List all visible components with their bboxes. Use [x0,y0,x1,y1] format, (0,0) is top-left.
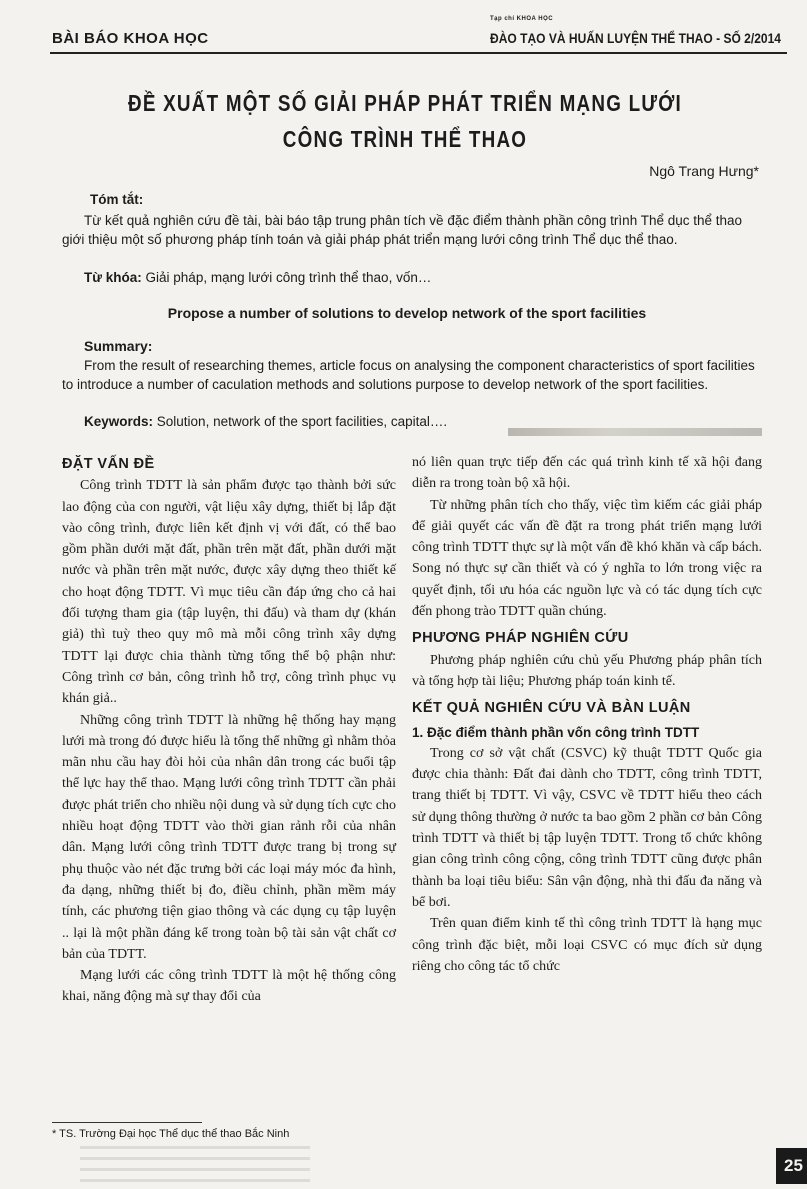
section-label: BÀI BÁO KHOA HỌC [52,30,209,47]
page-number: 25 [776,1148,807,1184]
page-header [0,0,807,58]
faint-bleed-through [80,1146,310,1182]
left-column [62,452,396,1008]
english-title: Propose a number of solutions to develop network of the sport facilities [167,305,647,321]
keywords-vi [84,270,431,285]
right-column [412,452,762,977]
summary-text: From the result of researching themes, article focus on analysing the component characteristics of sport facilities to introduce a number of caculation methods and solutions purpose to develop network of the sport facilities. [62,358,755,392]
decorative-bar [508,428,762,436]
paragraph: Những công trình TDTT là những hệ thống hay mạng lưới mà trong đó được hiểu là tổng thể những gì nhằm thỏa mãn nhu cầu hay đòi hỏi của nhân dân trong các buổi tập thể lực hay thể thao. Mạng lưới công trình TDTT cần phải được phát triển cho nhiều nội dung và sử dụng tích cực cho nhiều hoạt động TDTT vào thời gian rảnh rỗi của nhân dân. Mạng lưới công trình TDTT được trang bị trong sự phụ thuộc vào nét đặc trưng bởi các loại máy móc đa hình, đa dạng, những thiết bị đo, điều chỉnh, phần mềm máy tính, các phương tiện giao thông và các dụng cụ tập luyện .. lại là một phần đáng kể trong toàn bộ tài sản vật chất cơ bản của TDTT. [62,712,396,962]
keywords-en [84,414,447,429]
heading-results: KẾT QUẢ NGHIÊN CỨU VÀ BÀN LUẬN [412,700,691,717]
keywords-vi-text: Giải pháp, mạng lưới công trình thể thao, vốn… [141,270,432,285]
heading-methods: PHƯƠNG PHÁP NGHIÊN CỨU [412,630,629,647]
author-name: Ngô Trang Hưng* [649,163,759,179]
keywords-en-text: Solution, network of the sport facilities, capital…. [153,414,448,429]
footnote: * TS. Trường Đại học Thể dục thể thao Bắc Ninh [52,1128,290,1140]
footnote-divider [52,1122,202,1123]
keywords-vi-label: Từ khóa: [84,270,142,285]
abstract-text: Từ kết quả nghiên cứu đề tài, bài báo tập trung phân tích về đặc điểm thành phần công trình Thể dục thể thao giới thiệu một số phương pháp tính toán và giải pháp phát triển mạng lưới công trình Thể dục thể thao. [62,213,743,247]
paragraph: Công trình TDTT là sản phẩm được tạo thành bởi sức lao động của con người, vật liệu xây dựng, thiết bị lắp đặt vào công trình, được liên kết định vị với đất, có thể bao gồm phần dưới mặt đất, phần trên mặt đất, phần dưới mặt nước và phần trên mặt nước, được xây dựng theo thiết kế cho hoạt động TDTT. Vì mục tiêu cần đáp ứng cho cả hai đối tượng tham gia (tập luyện, thi đấu) và tham dự (khán giả) thì tuỳ theo quy mô mà mỗi công trình xây dựng TDTT lại được chia thành từng tổng thể bộ phận như: Công trình cơ bản, công trình hỗ trợ, công trình phục vụ khán giả.. [62,478,396,707]
abstract-label: Tóm tắt: [90,192,144,207]
paragraph: Phương pháp nghiên cứu chủ yếu Phương pháp phân tích và tổng hợp tài liệu; Phương pháp toán kinh tế. [412,652,762,689]
summary-label: Summary: [84,338,153,354]
article-title-line1: ĐỀ XUẤT MỘT SỐ GIẢI PHÁP PHÁT TRIỂN MẠNG LƯỚI [127,90,683,116]
header-divider [50,52,787,54]
paragraph: Trên quan điểm kinh tế thì công trình TDTT là hạng mục công trình đặc biệt, mỗi loại CSVC có mục đích sử dụng riêng cho công tác tổ chức [412,916,762,974]
heading-introduction: ĐẶT VẤN ĐỀ [62,456,155,472]
journal-name: ĐÀO TẠO VÀ HUẤN LUYỆN THỂ THAO - SỐ 2/2014 [490,30,782,46]
paragraph: Từ những phân tích cho thấy, việc tìm kiếm các giải pháp để giải quyết các vấn đề đặt ra trong phát triển mạng lưới công trình TDTT thực sự là một vấn đề khó khăn và cấp bách. Song nó thực sự cần thiết và có ý nghĩa to lớn trong việc ra quyết định, tối ưu hóa các nguồn lực và có tác dụng tích cực đến phong trào TDTT quần chúng. [412,497,762,620]
paragraph: nó liên quan trực tiếp đến các quá trình kinh tế xã hội đang diễn ra trong toàn bộ xã hội. [412,455,762,492]
paragraph: Trong cơ sở vật chất (CSVC) kỹ thuật TDTT Quốc gia được chia thành: Đất đai dành cho TDTT, công trình TDTT, trang thiết bị TDTT. Vì vậy, CSVC về TDTT hiểu theo cách sử dụng thông thường ở nước ta bao gồm 2 phần cơ bản Công trình TDTT và thiết bị tập luyện TDTT. Trong tổ chức không gian công trình công cộng, công trình TDTT cũng được phân thành ba loại tiêu biểu: Sân vận động, nhà thi đấu đa năng và bể bơi. [412,745,762,910]
keywords-en-label: Keywords: [84,414,154,429]
article-title-line2: CÔNG TRÌNH THỂ THAO [282,126,528,152]
subheading-capital-components: 1. Đặc điểm thành phần vốn công trình TDTT [412,724,700,740]
journal-kicker: Tạp chí KHOA HỌC [490,16,554,22]
paragraph: Mạng lưới các công trình TDTT là một hệ thống công khai, năng động mà sự thay đổi của [62,968,396,1005]
